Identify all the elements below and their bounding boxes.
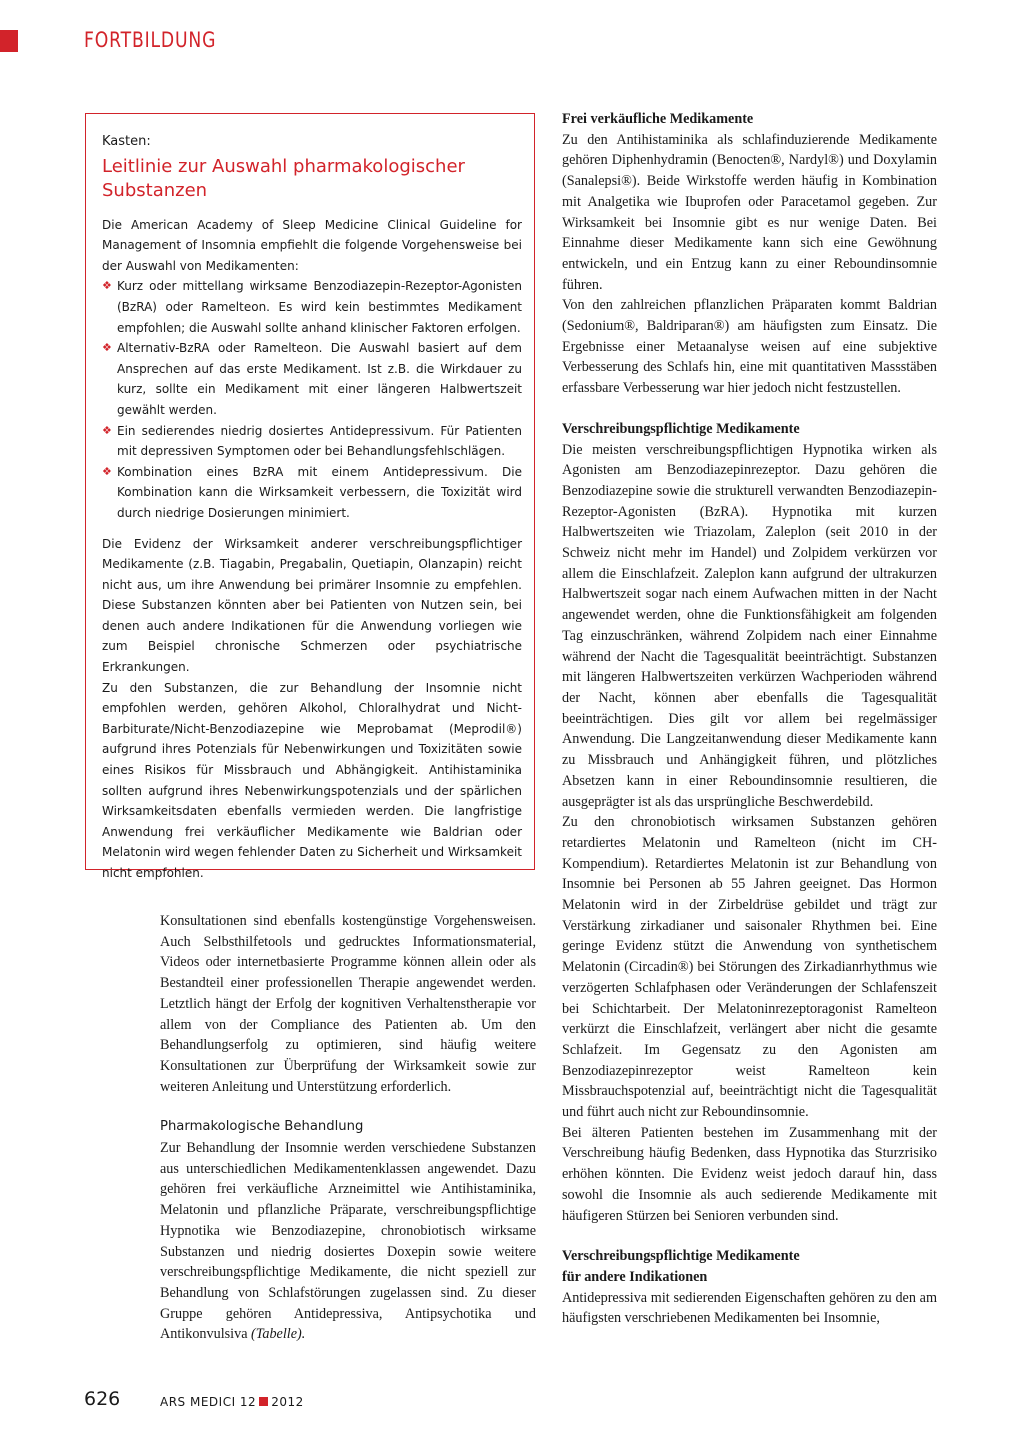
journal-year: 2012 bbox=[271, 1395, 304, 1409]
box-paragraph: Zu den Substanzen, die zur Behandlung der Insomnie nicht empfohlen werden, gehören Alkohol, Chloralhydrat und Nicht-Barbiturate/Nicht-Benzodiazepine wie Meprobamat (Meprodil®) aufgrund ihres Potenzials für Nebenwirkungen und Toxizitäten sowie eines Risikos für Missbrauch und Abhängigkeit. Antihistaminika sollten aufgrund ihres Nebenwirkungspotenzials und der spärlichen Wirksamkeitsdaten ebenfalls vermieden werden. Die langfristige Anwendung frei verkäuflicher Medikamente wie Baldrian oder Melatonin wird wegen fehlender Daten zu Sicherheit und Wirksamkeit nicht empfohlen. bbox=[102, 680, 522, 880]
journal-name: ARS MEDICI 12 bbox=[160, 1395, 257, 1409]
list-item: ❖ Ein sedierendes niedrig dosiertes Antidepressivum. Für Patienten mit depressiven Symptomen oder bei Behandlungsfehlschlägen. bbox=[102, 421, 522, 462]
diamond-bullet-icon: ❖ bbox=[102, 279, 112, 293]
right-column bbox=[562, 109, 937, 1329]
box-paragraph: Die Evidenz der Wirksamkeit anderer verschreibungspflichtiger Medikamente (z.B. Tiagabin, Pregabalin, Quetiapin, Olanzapin) reicht nicht aus, um ihre Anwendung bei primärer Insomnie zu empfehlen. Diese Substanzen könnten aber bei Patienten von Nutzen sein, bei denen auch andere Indikationen für die Anwendung vorliegen wie zum Beispiel chronische Schmerzen oder psychiatrische Erkrankungen. bbox=[102, 536, 522, 675]
section-title: FORTBILDUNG bbox=[84, 28, 217, 52]
section-heading: Verschreibungspflichtige Medikamente bbox=[562, 420, 800, 437]
body-paragraph: Bei älteren Patienten bestehen im Zusammenhang mit der Verschreibung häufig Bedenken, dass Hypnotika das Sturzrisiko erhöhen könnten. Die Evidenz weist jedoch darauf hin, dass sowohl die Insomnie als auch sedierende Medikamente mit häufigeren Stürzen bei Senioren verbunden sind. bbox=[562, 1124, 937, 1224]
left-column bbox=[160, 911, 536, 1345]
diamond-bullet-icon: ❖ bbox=[102, 423, 112, 437]
recommendation-list bbox=[102, 276, 522, 523]
body-paragraph: Die meisten verschreibungspflichtigen Hypnotika wirken als Agonisten am Benzodiazepinrezeptor. Dazu gehören die Benzodiazepine sowie die strukturell verwandten Benzodiazepin-Rezeptor-Agonisten (BzRA). Hypnotika mit kurzen Halbwertszeiten wie Triazolam, Zaleplon (seit 2010 in der Schweiz nicht mehr im Handel) und Zolpidem verkürzen vor allem die Einschlafzeit. Zaleplon kann aufgrund der ultrakurzen Halbwertszeit sogar nach einem Aufwachen mitten in der Nacht angewendet werden, ohne die Funktionsfähigkeit am folgenden Tag einzuschränken, während Zolpidem nach einer Einnahme während der Nacht die Tagesqualität beeinträchtigt. Substanzen mit längeren Halbwertszeiten verkürzen Wachperioden während der Nacht, können aber ebenfalls die Tagesqualität beeinträchtigen. Dies gilt vor allem bei regelmässiger Anwendung. Die Langzeitanwendung dieser Medikamente kann zu Missbrauch und Anhängigkeit führen, und plötzliches Absetzen kann in einer Reboundinsomnie resultieren, die ausgeprägter ist als das ursprüngliche Beschwerdebild. bbox=[562, 441, 937, 810]
diamond-bullet-icon: ❖ bbox=[102, 341, 112, 355]
square-icon bbox=[259, 1397, 268, 1406]
body-paragraph: Zu den Antihistaminika als schlafinduzierende Medikamente gehören Diphenhydramin (Benocten®, Nardyl®) und Doxylamin (Sanalepsi®). Beide Wirkstoffe werden häufig in Kombination mit Analgetika wie Ibuprofen oder Paracetamol gegeben. Zur Wirksamkeit bei Insomnie gibt es nur wenige Daten. Bei Einnahme dieser Medikamente kann sich eine Gewöhnung entwickeln, und ein Entzug kann zu einer Reboundinsomnie führen. bbox=[562, 131, 937, 293]
section-marker bbox=[0, 30, 18, 52]
section-heading: Frei verkäufliche Medikamente bbox=[562, 111, 754, 127]
box-title: Leitlinie zur Auswahl pharmakologischer Substanzen bbox=[102, 155, 465, 201]
body-paragraph: Antidepressiva mit sedierenden Eigenschaften gehören zu den am häufigsten verschriebenen Medikamenten bei Insomnie, bbox=[562, 1289, 937, 1327]
table-reference: (Tabelle). bbox=[251, 1326, 306, 1343]
list-item: ❖ Kurz oder mittellang wirksame Benzodiazepin-Rezeptor-Agonisten (BzRA) oder Ramelteon. Es wird kein bestimmtes Medikament empfohlen; die Auswahl sollte anhand klinischer Faktoren erfolgen. bbox=[102, 276, 522, 338]
section-heading: Verschreibungspflichtige Medikamente für andere Indikationen bbox=[562, 1248, 800, 1285]
info-box bbox=[85, 113, 535, 880]
section-heading: Pharmakologische Behandlung bbox=[160, 1119, 364, 1135]
list-item: ❖ Kombination eines BzRA mit einem Antidepressivum. Die Kombination kann die Wirksamkeit verbessern, die Toxizität wird durch niedrige Dosierungen minimiert. bbox=[102, 462, 522, 524]
body-paragraph: Zur Behandlung der Insomnie werden verschiedene Substanzen aus unterschiedlichen Medikamentenklassen angewendet. Dazu gehören frei verkäufliche Arzneimittel wie Antihistaminika, Melatonin und pflanzliche Präparate, verschreibungspflichtige Hypnotika wie Benzodiazepine, chronobiotisch wirksame Substanzen und niedrig dosiertes Doxepin sowie weitere verschreibungspflichtige Medikamente, die nicht speziell zur Behandlung von Schlafstörungen zugelassen sind. Zu dieser Gruppe gehören Antidepressiva, Antipsychotika und Antikonvulsiva (Tabelle). bbox=[160, 1140, 536, 1343]
body-paragraph: Konsultationen sind ebenfalls kostengünstige Vorgehensweisen. Auch Selbsthilfetools und gedrucktes Informationsmaterial, Videos oder internetbasierte Programme können allein oder als Bestandteil einer professionellen Therapie angewendet werden. Letztlich hängt der Erfolg der kognitiven Verhaltenstherapie vor allem von der Compliance des Patienten ab. Um den Behandlungserfolg zu optimieren, sind häufig weitere Konsultationen zur Überprüfung der Wirksamkeit sowie zur weiteren Anleitung und Unterstützung erforderlich. bbox=[160, 913, 536, 1095]
diamond-bullet-icon: ❖ bbox=[102, 464, 112, 478]
list-item: ❖ Alternativ-BzRA oder Ramelteon. Die Auswahl basiert auf dem Ansprechen auf das erste Medikament. Ist z.B. die Wirkdauer zu kurz, sollte ein Medikament mit einer längeren Halbwertszeit gewählt werden. bbox=[102, 338, 522, 420]
journal-info bbox=[160, 1395, 304, 1409]
body-paragraph: Von den zahlreichen pflanzlichen Präparaten kommt Baldrian (Sedonium®, Baldriparan®) am häufigsten zum Einsatz. Die Ergebnisse einer Metaanalyse weisen auf eine subjektive Verbesserung des Schlafs hin, eine mit quantitativen Massstäben erfassbare Verbesserung war hier jedoch nicht festzustellen. bbox=[562, 297, 937, 397]
box-intro: Die American Academy of Sleep Medicine Clinical Guideline for Management of Insomnia empfiehlt die folgende Vorgehensweise bei der Auswahl von Medikamenten: bbox=[102, 217, 522, 273]
info-box-content bbox=[102, 132, 522, 884]
body-paragraph: Zu den chronobiotisch wirksamen Substanzen gehören retardiertes Melatonin und Ramelteon (nicht im CH-Kompendium). Retardiertes Melatonin ist zur Behandlung von Insomnie bei Personen ab 55 Jahren geeignet. Das Hormon Melatonin wird in der Zirbeldrüse gebildet und trägt zur Verstärkung zirkadianer und saisonaler Rhythmen bei. Eine geringe Evidenz stützt die Anwendung von synthetischem Melatonin (Circadin®) bei Störungen des Zirkadianrhythmus wie verzögerten Schlafphasen oder Veränderungen der Schlafenszeit bei Schichtarbeit. Der Melatoninrezeptoragonist Ramelteon verkürzt die Einschlafzeit, verlängert aber nicht die gesamte Schlafzeit. Im Gegensatz zu den Agonisten am Benzodiazepinrezeptor weist Ramelteon kein Missbrauchspotenzial auf, beeinträchtigt nicht die Tagesqualität und führt auch nicht zur Reboundinsomnie. bbox=[562, 814, 937, 1121]
box-kicker: Kasten: bbox=[102, 134, 151, 149]
page-number: 626 bbox=[84, 1388, 121, 1410]
